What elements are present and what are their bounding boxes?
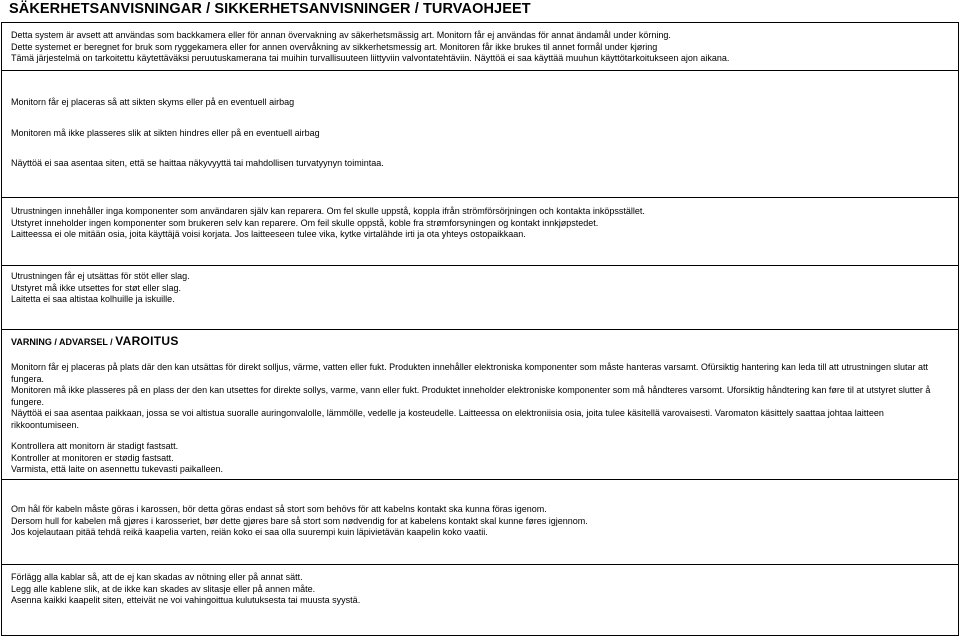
- components-fi: Laitteessa ei ole mitään osia, joita käyttäjä voisi korjata. Jos laitteeseen tulee vika, kytke virtalähde irti ja ota yhteys ostopaikkaan.: [11, 229, 526, 239]
- warning-heading-prefix: VARNING / ADVARSEL /: [11, 337, 116, 347]
- warning-fi: Näyttöä ei saa asentaa paikkaan, jossa se voi altistua suoralle auringonvalolle, lämmölle, vedelle ja kosteudelle. Laitteessa on elektroniisia osia, joita tulee käsitellä varovaisesti. Varomaton käsittely saattaa johtaa laitteen rikkoontumiseen.: [11, 408, 884, 430]
- impact-box: [1, 265, 959, 330]
- impact-no: Utstyret må ikke utsettes for støt eller slag.: [11, 282, 182, 293]
- intro-line-no: Dette systemet er beregnet for bruk som ryggekamera eller for annen overvåkning av sikkerhetsmessig art. Monitoren får ikke brukes til annet formål under kjøring: [11, 41, 658, 52]
- mount-paragraph: [11, 441, 950, 476]
- placement-no: Monitoren må ikke plasseres slik at sikten hindres eller på en eventuell airbag: [11, 128, 320, 138]
- intro-line-fi: Tämä järjestelmä on tarkoitettu käytettäväksi peruutuskamerana tai muihin turvallisuuteen liittyviin valvontatehtäviin. Näyttöä ei saa käyttää muuhun käyttötarkoitukseen ajon aikana.: [11, 53, 730, 63]
- mount-fi: Varmista, että laite on asennettu tukevasti paikalleen.: [11, 464, 223, 474]
- mount-sv: Kontrollera att monitorn är stadigt fastsatt.: [11, 441, 179, 451]
- warning-no: Monitoren må ikke plasseres på en plass der den kan utsettes for direkte sollys, varme, vann eller fukt. Produktet inneholder elektroniske komponenter som må håndteres varsomt. Uforsiktig håndtering kan føre til at utstyret slutter å fungere.: [11, 385, 931, 407]
- warning-heading-main: VAROITUS: [115, 334, 179, 348]
- hole-box: [1, 479, 959, 565]
- components-paragraph: [11, 206, 950, 241]
- impact-paragraph: [11, 271, 950, 306]
- cables-paragraph: [11, 572, 950, 607]
- intro-paragraph: [11, 30, 950, 65]
- hole-sv: Om hål för kabeln måste göras i karossen, bör detta göras endast så stort som behövs för att kabelns kontakt ska kunna föras igenom.: [11, 504, 547, 514]
- hole-no: Dersom hull for kabelen må gjøres i karosseriet, bør dette gjøres bare så stort som nødvendig for at kabelens kontakt skal kunne føres igjennom.: [11, 515, 588, 526]
- placement-fi: Näyttöä ei saa asentaa siten, että se haittaa näkyvyyttä tai mahdollisen turvatyynyn toimintaa.: [11, 158, 384, 168]
- placement-box: [1, 69, 959, 198]
- warning-sv: Monitorn får ej placeras på plats där den kan utsättas för direkt solljus, värme, vatten eller fukt. Produkten innehåller elektroniska komponenter som måste hanteras varsamt. Ofürsiktig hantering kan leda till att utrustningen slutar att fungera.: [11, 362, 928, 384]
- components-sv: Utrustningen innehåller inga komponenter som användaren själv kan reparera. Om fel skulle uppstå, koppla ifrån strömförsörjningen och kontakta inköpsstället.: [11, 206, 645, 216]
- mount-no: Kontroller at monitoren er stødig fastsatt.: [11, 452, 174, 463]
- warning-heading: [11, 334, 179, 349]
- components-no: Utstyret inneholder ingen komponenter som brukeren selv kan reparere. Om feil skulle oppstå, koble fra strømforsyningen og kontakt innkjøpstedet.: [11, 217, 599, 228]
- page-title: SÄKERHETSANVISNINGAR / SIKKERHETSANVISNINGER / TURVAOHJEET: [9, 1, 531, 17]
- warning-paragraph: [11, 362, 950, 431]
- placement-sv: Monitorn får ej placeras så att sikten skyms eller på en eventuell airbag: [11, 97, 295, 107]
- hole-paragraph: [11, 504, 950, 539]
- hole-fi: Jos kojelautaan pitää tehdä reikä kaapelia varten, reiän koko ei saa olla suurempi kuin läpivietävän kaapelin koko vaatii.: [11, 527, 488, 537]
- components-box: [1, 197, 959, 266]
- cables-box: [1, 564, 959, 636]
- cables-no: Legg alle kablene slik, at de ikke kan skades av slitasje eller på annen måte.: [11, 583, 316, 594]
- impact-fi: Laitetta ei saa altistaa kolhuille ja iskuille.: [11, 294, 175, 304]
- intro-line-sv: Detta system är avsett att användas som backkamera eller för annan övervakning av säkerhetsmässig art. Monitorn får ej användas för annat ändamål under körning.: [11, 30, 671, 40]
- warning-box: [1, 329, 959, 480]
- intro-box: [1, 22, 959, 71]
- cables-sv: Förlägg alla kablar så, att de ej kan skadas av nötning eller på annat sätt.: [11, 572, 303, 582]
- impact-sv: Utrustningen får ej utsättas för stöt eller slag.: [11, 271, 190, 281]
- cables-fi: Asenna kaikki kaapelit siten, etteivät ne voi vahingoittua kulutuksesta tai muusta syystä.: [11, 595, 361, 605]
